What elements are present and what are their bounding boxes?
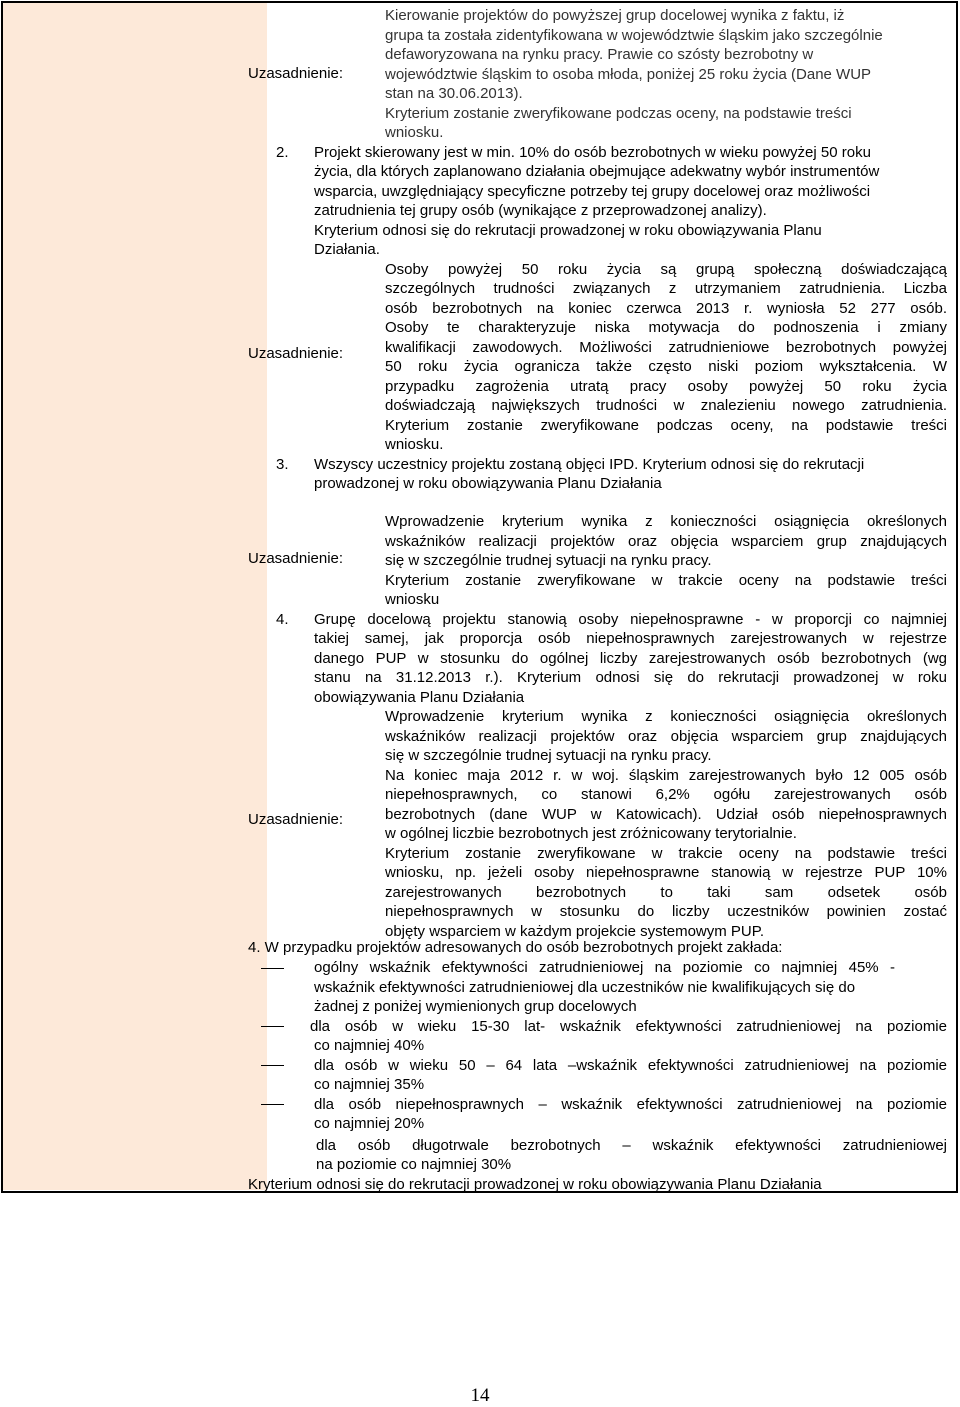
item4b-line-1: ogólny wskaźnik efektywności zatrudnieniowej na poziomie co najmniej 45% -	[314, 959, 895, 976]
item4-line-2: takiej samej, jak proporcja osób niepełnosprawnych zarejestrowanych w rejestrze	[314, 630, 947, 647]
list-dash-3	[261, 1065, 284, 1066]
block4-line-3: się w szczególnie trudnej sytuacji na rynku pracy.	[385, 747, 712, 764]
block2-line-1: Osoby powyżej 50 roku życia są grupą społeczną doświadczającą	[385, 260, 947, 278]
block2-line-7: przypadku zagrożenia utratą pracy osoby powyżej 50 roku życia	[385, 377, 947, 395]
block2-line-9: Kryterium zostanie zweryfikowane podczas oceny, na podstawie treści	[385, 416, 947, 434]
item2-line-1: Projekt skierowany jest w min. 10% do osób bezrobotnych w wieku powyżej 50 roku	[314, 143, 871, 161]
label-column-shading	[3, 3, 267, 1190]
block4-line-10: zarejestrowanych bezrobotnych to taki sam odsetek osób	[385, 883, 947, 901]
list-dash-2	[261, 1026, 284, 1027]
item-4-number: 4.	[276, 610, 289, 628]
item2-line-3: wsparcia, uwzględniający specyficzne potrzeby tej grupy docelowej oraz możliwości	[314, 182, 871, 200]
item3-line-1: Wszyscy uczestnicy projektu zostaną objęci IPD. Kryterium odnosi się do rekrutacji	[314, 455, 865, 473]
block4-line-2: wskaźników realizacji projektów oraz objęcia wsparciem grup znajdujących	[385, 727, 947, 745]
item2-line-6: Działania.	[314, 241, 380, 258]
block4-line-11: niepełnosprawnych w stosunku do liczby uczestników powinien zostać	[385, 903, 947, 920]
final-criterion-line: Kryterium odnosi się do rekrutacji prowadzonej w roku obowiązywania Planu Działania	[248, 1175, 822, 1193]
block2-line-6: 50 roku życia ogranicza także często niski poziom wykształcenia. W	[385, 358, 947, 375]
block3-line-2: wskaźników realizacji projektów oraz objęcia wsparciem grup znajdujących	[385, 532, 947, 550]
block1-line-4: województwie śląskim to osoba młoda, poniżej 25 roku życia (Dane WUP	[385, 65, 872, 83]
item-2-number: 2.	[276, 143, 289, 161]
item4-line-5: obowiązywania Planu Działania	[314, 688, 525, 706]
item4b-line-8: dla osób niepełnosprawnych – wskaźnik efektywności zatrudnieniowej na poziomie	[314, 1095, 947, 1113]
block4-line-5: niepełnosprawnych, co stanowi 6,2% ogółu zarejestrowanych osób	[385, 786, 947, 803]
block1-line-5: stan na 30.06.2013).	[385, 85, 523, 102]
item4b-line-10: dla osób długotrwale bezrobotnych – wskaźnik efektywności zatrudnieniowej	[316, 1136, 947, 1154]
block4-line-7: w ogólnej liczbie bezrobotnych jest zróżnicowany terytorialnie.	[385, 825, 797, 842]
item4-line-1: Grupę docelową projektu stanowią osoby niepełnosprawne - w proporcji co najmniej	[314, 610, 947, 628]
item4-line-3: danego PUP w stosunku do ogólnej liczby zarejestrowanych osób bezrobotnych (wg	[314, 649, 947, 667]
item-3-number: 3.	[276, 455, 289, 473]
block2-line-3: osób bezrobotnych na koniec czerwca 2013 r. wyniosła 52 277 osób.	[385, 299, 947, 317]
block4-line-12: objęty wsparciem w każdym projekcie systemowym PUP.	[385, 922, 765, 940]
justification-label-1: Uzasadnienie:	[248, 65, 344, 82]
item4b-line-6: dla osób w wieku 50 – 64 lata –wskaźnik efektywności zatrudnieniowej na poziomie	[314, 1056, 947, 1074]
block2-line-4: Osoby te charakteryzuje niska motywacja do podnoszenia i zmiany	[385, 319, 947, 336]
justification-label-2: Uzasadnienie:	[248, 345, 344, 362]
item2-line-2: życia, dla których zaplanowano działania obejmujące adekwatny wybór instrumentów	[314, 163, 880, 180]
block1-line-2: grupa ta została zidentyfikowana w województwie śląskim jako szczególnie	[385, 26, 883, 44]
item4b-line-9: co najmniej 20%	[314, 1115, 425, 1132]
item4b-line-11: na poziomie co najmniej 30%	[316, 1156, 512, 1173]
block2-line-5: kwalifikacji zawodowych. Możliwości zatrudnieniowe bezrobotnych powyżej	[385, 338, 947, 356]
item2-line-4: zatrudnienia tej grupy osób (wynikające z przeprowadzonej analizy).	[314, 202, 767, 219]
block4-line-8: Kryterium zostanie zweryfikowane w trakcie oceny na podstawie treści	[385, 844, 947, 862]
item4-line-4: stanu na 31.12.2013 r.). Kryterium odnosi się do rekrutacji prowadzonej w roku	[314, 669, 947, 686]
item4b-line-5: co najmniej 40%	[314, 1037, 425, 1054]
block3-line-1: Wprowadzenie kryterium wynika z konieczności osiągnięcia określonych	[385, 513, 947, 530]
block1-line-1: Kierowanie projektów do powyższej grup docelowej wynika z faktu, iż	[385, 7, 845, 24]
block3-line-4: Kryterium zostanie zweryfikowane w trakcie oceny na podstawie treści	[385, 571, 947, 589]
justification-label-4: Uzasadnienie:	[248, 811, 344, 828]
item4b-line-2: wskaźnik efektywności zatrudnieniowej dla uczestników nie kwalifikujących się do	[314, 978, 856, 996]
justification-label-3: Uzasadnienie:	[248, 550, 344, 567]
block4-line-1: Wprowadzenie kryterium wynika z konieczności osiągnięcia określonych	[385, 708, 947, 725]
block1-line-3: defaworyzowana na rynku pracy. Prawie co szósty bezrobotny w	[385, 46, 814, 63]
block3-line-3: się w szczególnie trudnej sytuacji na rynku pracy.	[385, 552, 712, 569]
block2-line-8: doświadczają największych trudności w znalezieniu nowego zatrudnienia.	[385, 397, 947, 414]
item3-line-2: prowadzonej w roku obowiązywania Planu Działania	[314, 475, 662, 492]
block4-line-9: wniosku, np. jeżeli osoby niepełnosprawne stanowią w rejestrze PUP 10%	[385, 864, 947, 881]
block4-line-6: bezrobotnych (dane WUP w Katowicach). Udział osób niepełnosprawnych	[385, 805, 947, 823]
block1-line-6: Kryterium zostanie zweryfikowane podczas oceny, na podstawie treści	[385, 104, 852, 122]
list-dash-4	[261, 1104, 284, 1105]
item4b-line-4: dla osób w wieku 15-30 lat- wskaźnik efektywności zatrudnieniowej na poziomie	[310, 1017, 947, 1035]
item4b-line-3: żadnej z poniżej wymienionych grup docelowych	[314, 998, 637, 1015]
page-number: 14	[470, 1385, 490, 1406]
list-dash-1	[261, 968, 284, 969]
block4-line-4: Na koniec maja 2012 r. w woj. śląskim zarejestrowanych było 12 005 osób	[385, 766, 947, 784]
block1-line-7: wniosku.	[385, 124, 444, 141]
item4b-heading: 4. W przypadku projektów adresowanych do osób bezrobotnych projekt zakłada:	[248, 939, 783, 956]
item4b-line-7: co najmniej 35%	[314, 1076, 425, 1093]
block2-line-10: wniosku.	[385, 436, 444, 453]
block2-line-2: szczególnych trudności związanych z utrzymaniem zatrudnienia. Liczba	[385, 280, 947, 297]
item2-line-5: Kryterium odnosi się do rekrutacji prowadzonej w roku obowiązywania Planu	[314, 221, 822, 239]
block3-line-5: wniosku	[385, 591, 440, 608]
